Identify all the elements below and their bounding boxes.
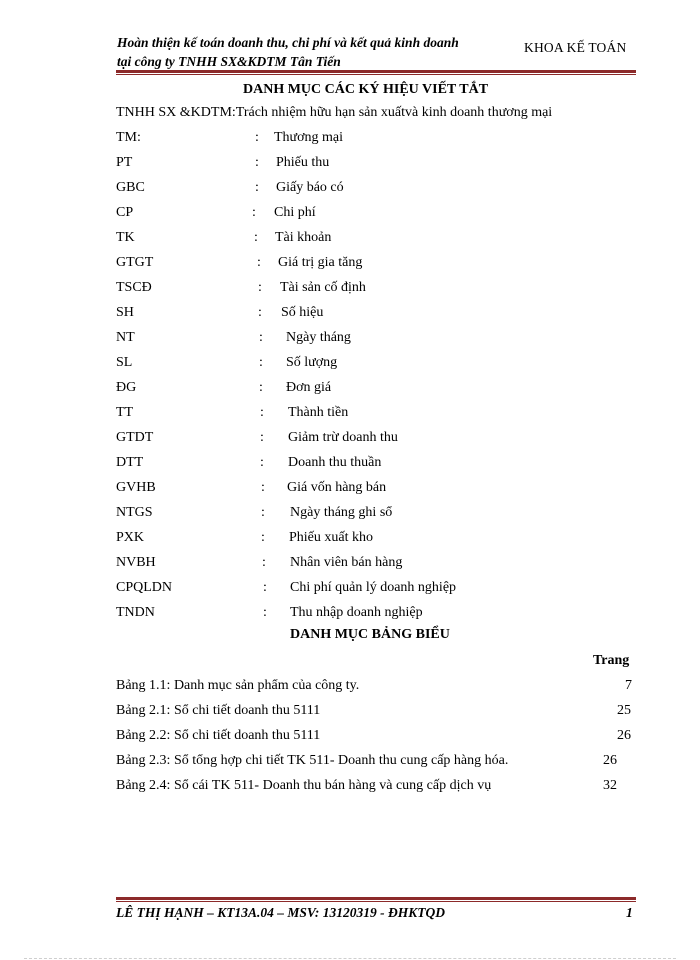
abbreviation-separator: :: [262, 555, 266, 570]
table-list-item-label: Bảng 2.3: Sổ tổng hợp chi tiết TK 511- Doanh thu cung cấp hàng hóa.: [116, 753, 509, 768]
abbreviation-meaning: Đơn giá: [286, 380, 332, 395]
header-department: KHOA KẾ TOÁN: [524, 40, 627, 55]
abbreviation-meaning: Số hiệu: [281, 305, 324, 320]
abbreviation-meaning: Nhân viên bán hàng: [290, 555, 403, 570]
abbreviation-code: DTT: [116, 455, 144, 470]
abbreviation-meaning: Doanh thu thuần: [288, 455, 382, 470]
table-list-item-label: Bảng 1.1: Danh mục sản phẩm của công ty.: [116, 678, 360, 693]
abbreviation-code: NVBH: [116, 555, 156, 570]
abbreviation-code: GTGT: [116, 255, 154, 270]
abbreviation-meaning: Ngày tháng ghi sổ: [290, 505, 393, 520]
footer-rule-thick: [116, 897, 636, 900]
abbreviation-code: CPQLDN: [116, 580, 173, 595]
abbreviation-separator: :: [255, 130, 259, 145]
abbreviation-meaning: Giấy báo có: [276, 180, 344, 195]
abbreviation-meaning: Ngày tháng: [286, 330, 351, 345]
abbreviation-code: PXK: [116, 530, 145, 545]
abbreviation-code: GBC: [116, 180, 145, 195]
abbreviation-meaning: Chi phí quản lý doanh nghiệp: [290, 580, 457, 595]
abbreviation-separator: :: [259, 355, 263, 370]
abbreviations-heading: DANH MỤC CÁC KÝ HIỆU VIẾT TẮT: [243, 82, 489, 97]
abbreviation-meaning: Số lượng: [286, 355, 338, 370]
abbreviation-separator: :: [252, 205, 256, 220]
abbreviation-separator: :: [258, 305, 262, 320]
abbreviation-meaning: Giảm trừ doanh thu: [288, 430, 398, 445]
abbreviation-separator: :: [263, 580, 267, 595]
abbreviation-separator: :: [261, 480, 265, 495]
abbreviation-code: GTDT: [116, 430, 154, 445]
abbreviation-code: TT: [116, 405, 134, 420]
abbreviation-meaning: Thương mại: [274, 130, 344, 145]
table-list-item-page: 26: [617, 728, 631, 743]
abbreviation-code: TSCĐ: [116, 280, 152, 295]
abbreviation-meaning: Thành tiền: [288, 405, 349, 420]
header-rule-thin: [116, 74, 636, 75]
abbreviation-meaning: Tài sản cố định: [280, 280, 366, 295]
header-title-line2: tại công ty TNHH SX&KDTM Tân Tiến: [117, 54, 341, 69]
abbreviation-code: GVHB: [116, 480, 156, 495]
footer-rule-thin: [116, 901, 636, 902]
table-list-item-label: Bảng 2.4: Sổ cái TK 511- Doanh thu bán hàng và cung cấp dịch vụ: [116, 778, 492, 793]
abbreviation-meaning: Chi phí: [274, 205, 316, 220]
abbreviation-separator: :: [259, 330, 263, 345]
abbreviation-code: SL: [116, 355, 133, 370]
footer-author: LÊ THỊ HẠNH – KT13A.04 – MSV: 13120319 - ĐHKTQD: [116, 905, 446, 920]
table-list-item-page: 26: [603, 753, 617, 768]
abbreviation-code: TK: [116, 230, 135, 245]
abbreviation-separator: :: [260, 430, 264, 445]
abbreviation-code: NT: [116, 330, 135, 345]
abbreviation-separator: :: [255, 180, 259, 195]
abbreviation-meaning: Phiếu xuất kho: [289, 530, 373, 545]
page-bottom-edge: [24, 958, 676, 959]
header-rule-thick: [116, 70, 636, 73]
abbreviation-separator: :: [261, 505, 265, 520]
abbreviation-code: CP: [116, 205, 134, 220]
footer-page-number: 1: [626, 905, 633, 920]
table-list-item-label: Bảng 2.2: Sổ chi tiết doanh thu 5111: [116, 728, 321, 743]
abbreviation-meaning: Giá vốn hàng bán: [287, 480, 387, 495]
abbreviation-separator: :: [260, 405, 264, 420]
abbreviation-code: TNDN: [116, 605, 155, 620]
abbreviation-meaning: Tài khoản: [275, 230, 332, 245]
abbreviation-separator: :: [258, 280, 262, 295]
abbreviation-meaning: Giá trị gia tăng: [278, 255, 363, 270]
abbreviation-code: TM:: [116, 130, 141, 145]
abbreviation-separator: :: [261, 530, 265, 545]
abbreviation-code: ĐG: [116, 380, 137, 395]
abbreviations-intro: TNHH SX &KDTM:Trách nhiệm hữu hạn sản xuấtvà kinh doanh thương mại: [116, 105, 553, 120]
abbreviation-code: PT: [116, 155, 133, 170]
abbreviation-meaning: Phiếu thu: [276, 155, 330, 170]
header-title-line1: Hoàn thiện kế toán doanh thu, chi phí và kết quả kinh doanh: [117, 35, 459, 50]
tables-page-column-label: Trang: [593, 653, 630, 668]
abbreviation-meaning: Thu nhập doanh nghiệp: [290, 605, 423, 620]
abbreviation-code: SH: [116, 305, 134, 320]
abbreviation-separator: :: [254, 230, 258, 245]
abbreviation-code: NTGS: [116, 505, 153, 520]
table-list-item-page: 25: [617, 703, 631, 718]
header-title: [117, 33, 459, 71]
table-list-item-page: 7: [625, 678, 632, 693]
tables-heading: DANH MỤC BẢNG BIỂU: [290, 627, 450, 642]
abbreviation-separator: :: [255, 155, 259, 170]
abbreviation-separator: :: [263, 605, 267, 620]
table-list-item-label: Bảng 2.1: Sổ chi tiết doanh thu 5111: [116, 703, 321, 718]
abbreviation-separator: :: [257, 255, 261, 270]
table-list-item-page: 32: [603, 778, 617, 793]
abbreviation-separator: :: [259, 380, 263, 395]
abbreviation-separator: :: [260, 455, 264, 470]
